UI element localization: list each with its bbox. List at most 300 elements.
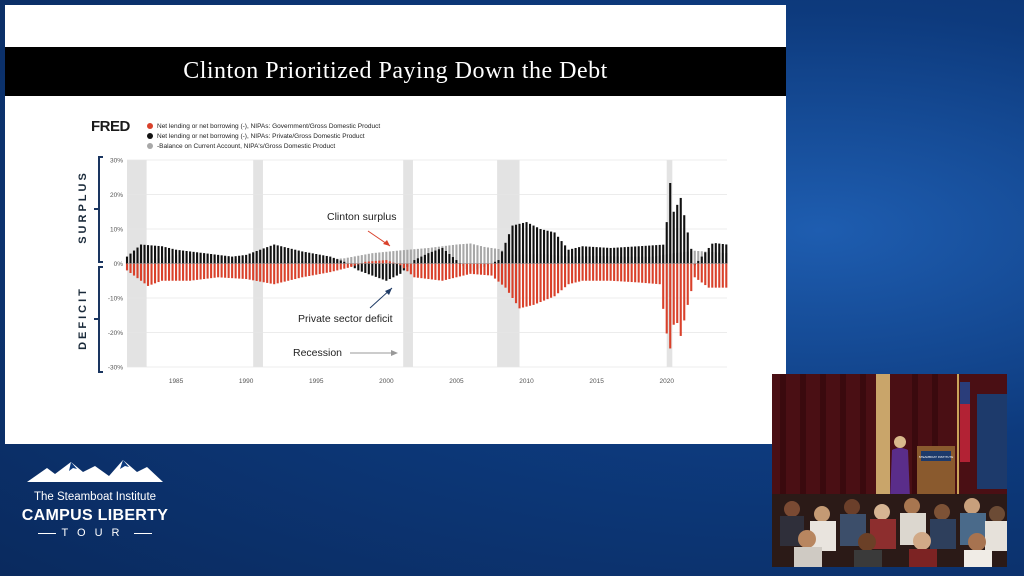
private-bar	[217, 255, 219, 264]
x-tick-label: 2015	[589, 378, 604, 385]
private-bar	[308, 253, 310, 264]
x-tick-label: 2020	[659, 378, 674, 385]
government-bar	[371, 261, 373, 263]
government-bar	[224, 264, 226, 278]
government-bar	[715, 264, 717, 288]
government-bar	[638, 264, 640, 283]
private-bar	[427, 253, 429, 263]
government-bar	[413, 264, 415, 278]
government-bar	[515, 264, 517, 304]
private-bar	[305, 252, 307, 263]
government-bar	[617, 264, 619, 282]
government-bar	[655, 264, 657, 284]
private-bar	[561, 241, 563, 263]
private-bar	[711, 244, 713, 264]
current-account-bar	[406, 250, 408, 264]
private-bar	[378, 264, 380, 279]
government-bar	[193, 264, 195, 281]
government-bar	[133, 264, 135, 276]
government-bar	[473, 264, 475, 275]
government-bar	[273, 264, 275, 285]
government-bar	[469, 264, 471, 274]
legend-label-government: Net lending or net borrowing (-), NIPAs: Government/Gross Domestic Product	[157, 122, 381, 130]
government-bar	[280, 264, 282, 283]
campus-liberty-title: CAMPUS LIBERTY	[21, 507, 169, 524]
government-bar	[504, 264, 506, 288]
clinton-surplus-label: Clinton surplus	[327, 211, 397, 223]
government-bar	[585, 264, 587, 281]
private-bar	[648, 246, 650, 264]
government-bar	[532, 264, 534, 305]
tour-row	[20, 527, 170, 539]
private-bar	[634, 246, 636, 263]
y-tick-label: -20%	[107, 330, 123, 337]
private-bar	[655, 245, 657, 263]
government-bar	[354, 264, 356, 266]
private-bar	[697, 261, 699, 264]
private-bar	[129, 254, 131, 264]
private-bar	[196, 252, 198, 263]
government-bar	[242, 264, 244, 279]
government-bar	[284, 264, 286, 282]
government-bar	[312, 264, 314, 276]
private-bar	[564, 245, 566, 263]
private-bar	[385, 264, 387, 281]
government-bar	[487, 264, 489, 276]
private-bar	[224, 256, 226, 264]
current-account-bar	[473, 244, 475, 263]
private-bar	[249, 254, 251, 264]
fred-chart	[5, 5, 786, 444]
private-bar	[231, 257, 233, 264]
government-bar	[203, 264, 205, 280]
private-bar	[441, 248, 443, 264]
private-bar	[340, 260, 342, 263]
private-bar	[172, 249, 174, 264]
government-bar	[329, 264, 331, 273]
government-bar	[424, 264, 426, 279]
x-tick-label: 2005	[449, 378, 464, 385]
private-bar	[613, 248, 615, 264]
private-bar	[357, 264, 359, 271]
current-account-bar	[410, 249, 412, 263]
government-bar	[529, 264, 531, 306]
government-bar	[410, 264, 412, 275]
private-bar	[599, 247, 601, 263]
government-bar	[427, 264, 429, 280]
private-bar	[242, 255, 244, 263]
government-bar	[375, 261, 377, 264]
private-bar	[585, 246, 587, 263]
private-bar	[154, 246, 156, 264]
current-account-bar	[347, 258, 349, 264]
government-bar	[417, 264, 419, 278]
current-account-bar	[462, 244, 464, 263]
private-bar	[413, 260, 415, 263]
private-bar	[424, 255, 426, 264]
government-bar	[389, 261, 391, 263]
private-bar	[157, 246, 159, 264]
government-bar	[165, 264, 167, 281]
government-bar	[143, 264, 145, 284]
government-bar	[687, 264, 689, 305]
government-bar	[277, 264, 279, 284]
government-bar	[624, 264, 626, 282]
recession-arrowhead	[391, 350, 398, 356]
private-bar	[431, 252, 433, 264]
government-bar	[480, 264, 482, 275]
government-bar	[319, 264, 321, 275]
government-bar	[340, 264, 342, 270]
private-bar	[557, 237, 559, 264]
event-photo-inset	[772, 374, 1007, 567]
legend-label-current-account: -Balance on Current Account, NIPA's/Gross Domestic Product	[157, 142, 336, 150]
government-bar	[554, 264, 556, 297]
private-bar	[322, 255, 324, 263]
private-bar	[291, 249, 293, 264]
private-bar	[641, 246, 643, 263]
private-bar	[417, 258, 419, 263]
y-tick-label: 10%	[109, 226, 123, 234]
x-tick-label: 2000	[379, 378, 394, 385]
government-bar	[200, 264, 202, 280]
speaker-head	[894, 436, 906, 448]
private-bar	[252, 252, 254, 263]
government-bar	[172, 264, 174, 281]
private-bar	[638, 246, 640, 263]
government-bar	[228, 264, 230, 278]
private-bar	[536, 227, 538, 263]
government-bar	[596, 264, 598, 281]
private-bar	[147, 245, 149, 263]
government-bar	[497, 264, 499, 282]
private-bar	[315, 254, 317, 263]
y-tick-label: -10%	[107, 295, 123, 303]
current-account-bar	[487, 247, 489, 263]
private-bar	[722, 244, 724, 263]
private-bar	[182, 251, 184, 264]
government-bar	[305, 264, 307, 277]
deficit-bracket	[99, 267, 103, 372]
government-bar	[259, 264, 261, 282]
government-bar	[196, 264, 198, 280]
private-bar	[438, 249, 440, 263]
government-bar	[256, 264, 258, 281]
x-tick-label: 1990	[238, 378, 254, 385]
private-bar	[207, 254, 209, 264]
government-bar	[662, 264, 664, 309]
private-bar	[189, 251, 191, 263]
surplus-label: SURPLUS	[77, 170, 89, 244]
private-bar	[238, 256, 240, 264]
private-bar	[687, 232, 689, 263]
private-bar	[392, 264, 394, 278]
private-bar	[704, 252, 706, 263]
current-account-bar	[483, 247, 485, 264]
private-bar	[690, 249, 692, 264]
government-bar	[249, 264, 251, 280]
government-bar	[525, 264, 527, 307]
government-bar	[522, 264, 524, 308]
current-account-bar	[494, 248, 496, 263]
government-bar	[610, 264, 612, 281]
government-bar	[322, 264, 324, 274]
government-bar	[452, 264, 454, 279]
government-bar	[287, 264, 289, 281]
government-bar	[518, 264, 520, 309]
government-bar	[476, 264, 478, 275]
private-bar	[434, 251, 436, 264]
private-bar	[214, 254, 216, 263]
government-bar	[490, 264, 492, 276]
private-bar	[515, 225, 517, 264]
private-bar	[547, 231, 549, 264]
current-account-bar	[459, 244, 461, 263]
private-bar	[193, 252, 195, 264]
private-bar	[228, 256, 230, 263]
government-bar	[543, 264, 545, 301]
current-account-bar	[354, 256, 356, 263]
government-bar	[406, 264, 408, 272]
government-bar	[210, 264, 212, 279]
government-bar	[252, 264, 254, 281]
current-account-bar	[392, 251, 394, 263]
government-bar	[189, 264, 191, 281]
private-bar	[610, 248, 612, 264]
private-bar	[448, 254, 450, 263]
private-bar	[540, 229, 542, 264]
current-account-bar	[396, 251, 398, 264]
private-bar	[578, 247, 580, 263]
institute-name: The Steamboat Institute	[33, 491, 157, 503]
government-bar	[175, 264, 177, 281]
government-bar	[627, 264, 629, 282]
private-bar	[375, 264, 377, 277]
private-bar	[445, 251, 447, 264]
recession-label: Recession	[293, 347, 343, 359]
government-bar	[445, 264, 447, 280]
private-bar	[550, 232, 552, 264]
government-bar	[235, 264, 237, 279]
government-bar	[154, 264, 156, 284]
private-bar	[168, 248, 170, 264]
private-bar	[273, 245, 275, 264]
government-bar	[147, 264, 149, 286]
private-bar	[673, 212, 675, 264]
pillar	[876, 374, 890, 504]
private-bar	[161, 246, 163, 263]
private-bar	[150, 245, 152, 263]
government-bar	[291, 264, 293, 280]
private-bar	[312, 253, 314, 263]
deficit-label: DEFICIT	[77, 286, 89, 350]
government-bar	[568, 264, 570, 285]
government-bar	[136, 264, 138, 279]
government-bar	[683, 264, 685, 321]
government-bar	[294, 264, 296, 280]
private-bar	[259, 250, 261, 264]
private-bar	[326, 256, 328, 264]
private-bar	[133, 251, 135, 264]
government-bar	[126, 264, 128, 271]
speaker-body	[890, 448, 910, 499]
private-bar	[592, 247, 594, 264]
government-bar	[557, 264, 559, 294]
current-account-bar	[399, 250, 401, 263]
private-bar	[371, 264, 373, 276]
private-bar	[603, 248, 605, 264]
government-bar	[641, 264, 643, 283]
banner	[977, 394, 1007, 489]
government-bar	[508, 264, 510, 293]
government-bar	[263, 264, 265, 283]
government-bar	[669, 264, 671, 349]
private-bar	[143, 245, 145, 264]
government-bar	[214, 264, 216, 278]
government-bar	[575, 264, 577, 283]
private-bar	[529, 224, 531, 264]
government-bar	[343, 264, 345, 269]
private-bar	[568, 250, 570, 264]
government-bar	[368, 261, 370, 263]
government-bar	[589, 264, 591, 281]
tour-line-left	[38, 533, 56, 534]
government-bar	[666, 264, 668, 334]
government-bar	[704, 264, 706, 286]
government-bar	[315, 264, 317, 275]
current-account-bar	[350, 257, 352, 263]
y-tick-label: 30%	[109, 157, 123, 165]
private-bar	[501, 251, 503, 263]
private-bar	[329, 257, 331, 264]
current-account-bar	[476, 245, 478, 263]
government-bar	[578, 264, 580, 282]
private-bar	[336, 259, 338, 263]
government-bar	[350, 264, 352, 267]
government-bar	[434, 264, 436, 280]
government-bar	[680, 264, 682, 336]
government-bar	[708, 264, 710, 288]
x-tick-label: 1995	[309, 378, 324, 385]
private-bar	[368, 264, 370, 275]
podium-sign: STEAMBOAT INSTITUTE	[918, 455, 954, 459]
private-bar	[725, 244, 727, 263]
slide-title: Clinton Prioritized Paying Down the Debt	[5, 47, 786, 96]
government-bar	[494, 264, 496, 279]
event-photo-image	[772, 374, 1007, 567]
private-bar	[554, 232, 556, 263]
private-bar	[532, 226, 534, 264]
y-tick-label: 20%	[109, 192, 123, 199]
government-bar	[673, 264, 675, 325]
private-bar	[186, 251, 188, 264]
government-bar	[550, 264, 552, 298]
private-bar	[701, 257, 703, 264]
government-bar	[466, 264, 468, 275]
government-bar	[722, 264, 724, 288]
private-bar	[582, 246, 584, 263]
government-bar	[462, 264, 464, 276]
government-bar	[571, 264, 573, 284]
private-bar	[389, 264, 391, 280]
clinton-surplus-arrowhead	[383, 240, 390, 246]
government-bar	[448, 264, 450, 280]
private-bar	[662, 245, 664, 264]
government-bar	[378, 261, 380, 264]
private-bar	[301, 251, 303, 263]
government-bar	[459, 264, 461, 277]
fred-logo-text: FRED	[91, 118, 130, 135]
government-bar	[420, 264, 422, 279]
current-account-bar	[694, 251, 696, 264]
private-bar	[126, 257, 128, 264]
private-bar	[627, 247, 629, 264]
government-bar	[270, 264, 272, 284]
private-bar	[606, 248, 608, 264]
private-bar	[666, 222, 668, 263]
government-bar	[648, 264, 650, 284]
private-bar	[179, 250, 181, 263]
government-bar	[129, 264, 131, 273]
government-bar	[238, 264, 240, 279]
government-bar	[483, 264, 485, 276]
mountain-logo-icon	[25, 458, 165, 484]
government-bar	[501, 264, 503, 285]
private-bar	[508, 234, 510, 263]
private-bar	[256, 251, 258, 264]
government-bar	[182, 264, 184, 281]
government-bar	[711, 264, 713, 288]
private-bar	[455, 260, 457, 263]
private-bar	[631, 247, 633, 264]
private-bar	[620, 247, 622, 263]
y-tick-label: -30%	[107, 364, 123, 372]
private-bar	[200, 253, 202, 264]
government-bar	[718, 264, 720, 288]
government-bar	[301, 264, 303, 278]
private-bar	[298, 251, 300, 264]
government-bar	[697, 264, 699, 280]
private-bar	[708, 248, 710, 264]
government-bar	[217, 264, 219, 278]
government-bar	[536, 264, 538, 304]
government-bar	[326, 264, 328, 273]
private-bar	[165, 247, 167, 263]
government-bar	[603, 264, 605, 281]
current-account-bar	[490, 248, 492, 264]
government-bar	[701, 264, 703, 283]
surplus-bracket	[99, 157, 103, 262]
private-bar	[140, 245, 142, 264]
private-bar	[718, 244, 720, 264]
private-bar	[245, 255, 247, 264]
government-bar	[659, 264, 661, 285]
government-bar	[150, 264, 152, 285]
private-bar	[294, 250, 296, 264]
private-bar	[504, 243, 506, 264]
private-bar	[511, 226, 513, 264]
government-bar	[333, 264, 335, 272]
government-bar	[547, 264, 549, 300]
government-bar	[157, 264, 159, 283]
government-bar	[676, 264, 678, 324]
government-bar	[431, 264, 433, 280]
government-bar	[438, 264, 440, 281]
government-bar	[652, 264, 654, 284]
private-bar	[522, 223, 524, 264]
private-bar	[452, 257, 454, 263]
private-bar	[624, 247, 626, 263]
